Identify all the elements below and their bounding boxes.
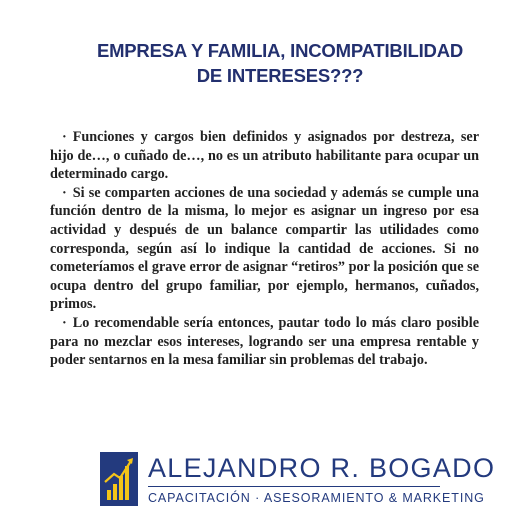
page-title bbox=[0, 38, 530, 88]
paragraph-2 bbox=[50, 184, 479, 314]
paragraph-text: Funciones y cargos bien definidos y asignados por destreza, ser hijo de…, o cuñado de…, no es un atributo habilitante para ocupar un determinado cargo. bbox=[50, 129, 479, 183]
bar-chart-growth-icon bbox=[100, 452, 138, 506]
bullet-marker: · bbox=[62, 314, 67, 331]
bullet-marker: · bbox=[62, 129, 67, 145]
brand-divider bbox=[148, 486, 440, 487]
article-body bbox=[50, 128, 479, 370]
paragraph-text: Si se comparten acciones de una sociedad y además se cumple una función dentro de la misma, lo mejor es asignar un ingreso por esa actividad y después de un balance compartir las utilidades como corresponda, según así lo indique la cantidad de acciones. Si no cometeríamos el grave error de asignar “retiros” por la posición que se ocupa dentro del grupo familiar, por ejemplo, hermanos, cuñados, primos. bbox=[50, 184, 479, 313]
brand-name: ALEJANDRO R. BOGADO bbox=[148, 453, 496, 483]
title-line-1: EMPRESA Y FAMILIA, INCOMPATIBILIDAD bbox=[96, 40, 464, 61]
brand-footer bbox=[100, 452, 496, 512]
bullet-marker: · bbox=[62, 184, 67, 201]
paragraph-3 bbox=[50, 314, 479, 370]
title-line-2: DE INTERESES??? bbox=[196, 65, 364, 86]
brand-tagline: CAPACITACIÓN · ASESORAMIENTO & MARKETING bbox=[148, 491, 485, 505]
paragraph-1 bbox=[50, 128, 479, 184]
paragraph-text: Lo recomendable sería entonces, pautar todo lo más claro posible para no mezclar esos intereses, logrando ser una empresa rentable y poder sentarnos en la mesa familiar sin problemas del trabajo. bbox=[50, 314, 479, 369]
